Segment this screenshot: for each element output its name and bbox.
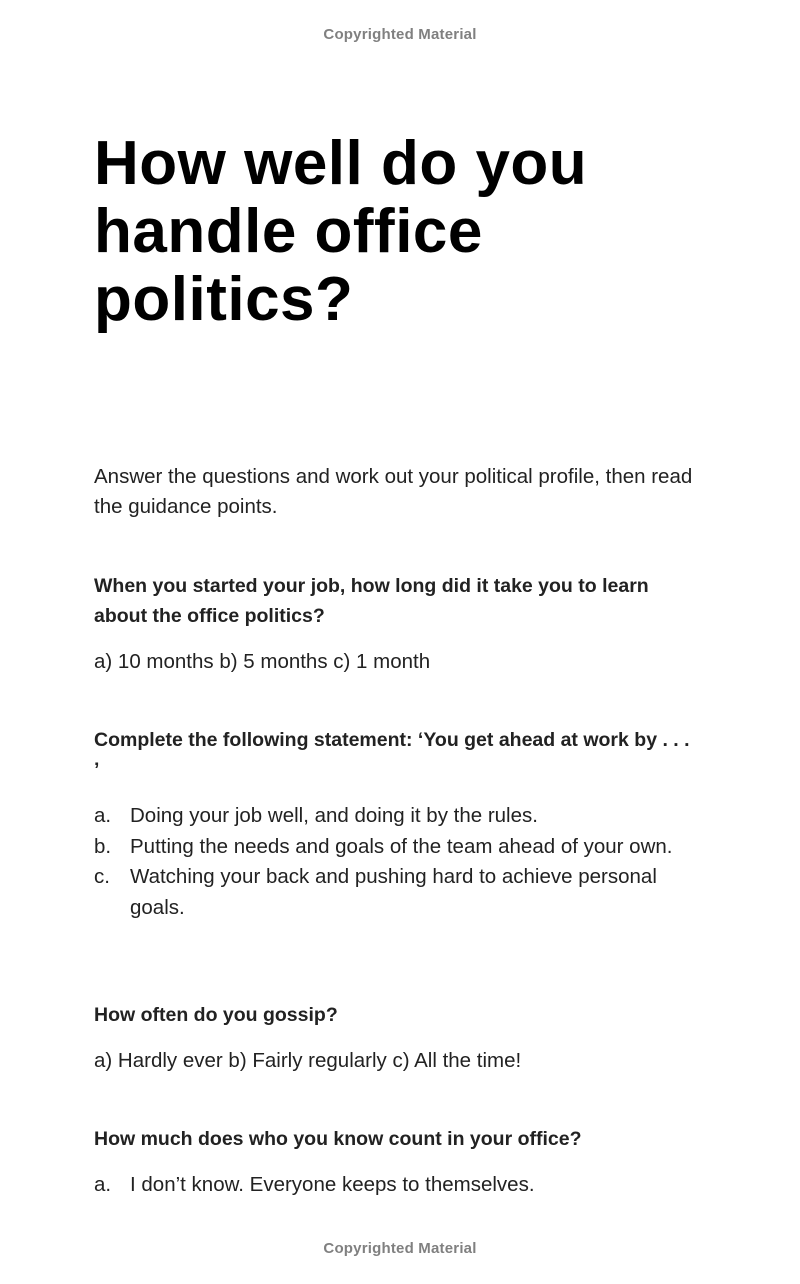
question-text: When you started your job, how long did it take you to learn about the office politics? <box>94 575 649 627</box>
page-title: How well do you handle office politics? <box>94 129 588 334</box>
answer-options: a) Hardly ever b) Fairly regularly c) All the time! <box>94 1049 522 1072</box>
question-text: How often do you gossip? <box>94 1004 338 1026</box>
answer-options: a) 10 months b) 5 months c) 1 month <box>94 650 431 673</box>
question-block-2 <box>94 725 694 923</box>
question-text: Complete the following statement: ‘You get ahead at work by . . . ’ <box>94 729 690 781</box>
question-block-3 <box>94 1000 694 1076</box>
question-block-1 <box>94 571 694 677</box>
list-item <box>94 801 694 832</box>
question-block-4 <box>94 1124 694 1201</box>
answer-list <box>94 801 694 923</box>
question-text: How much does who you know count in your office? <box>94 1128 582 1150</box>
list-item <box>94 832 694 863</box>
list-marker: a. <box>94 1173 112 1196</box>
answer-list <box>94 1170 694 1201</box>
list-item-text: Watching your back and pushing hard to achieve personal goals. <box>130 865 657 919</box>
list-item-text: I don’t know. Everyone keeps to themselves. <box>130 1173 535 1196</box>
list-item-text: Doing your job well, and doing it by the rules. <box>130 804 538 827</box>
header-copyright: Copyrighted Material <box>323 26 477 43</box>
list-item-text: Putting the needs and goals of the team ahead of your own. <box>130 834 673 858</box>
list-item <box>94 862 694 923</box>
intro-text: Answer the questions and work out your political profile, then read the guidance points. <box>94 465 693 518</box>
footer-copyright: Copyrighted Material <box>323 1240 477 1257</box>
list-item <box>94 1170 694 1201</box>
list-marker: a. <box>94 804 112 827</box>
list-marker: c. <box>94 865 110 888</box>
list-marker: b. <box>94 834 112 858</box>
